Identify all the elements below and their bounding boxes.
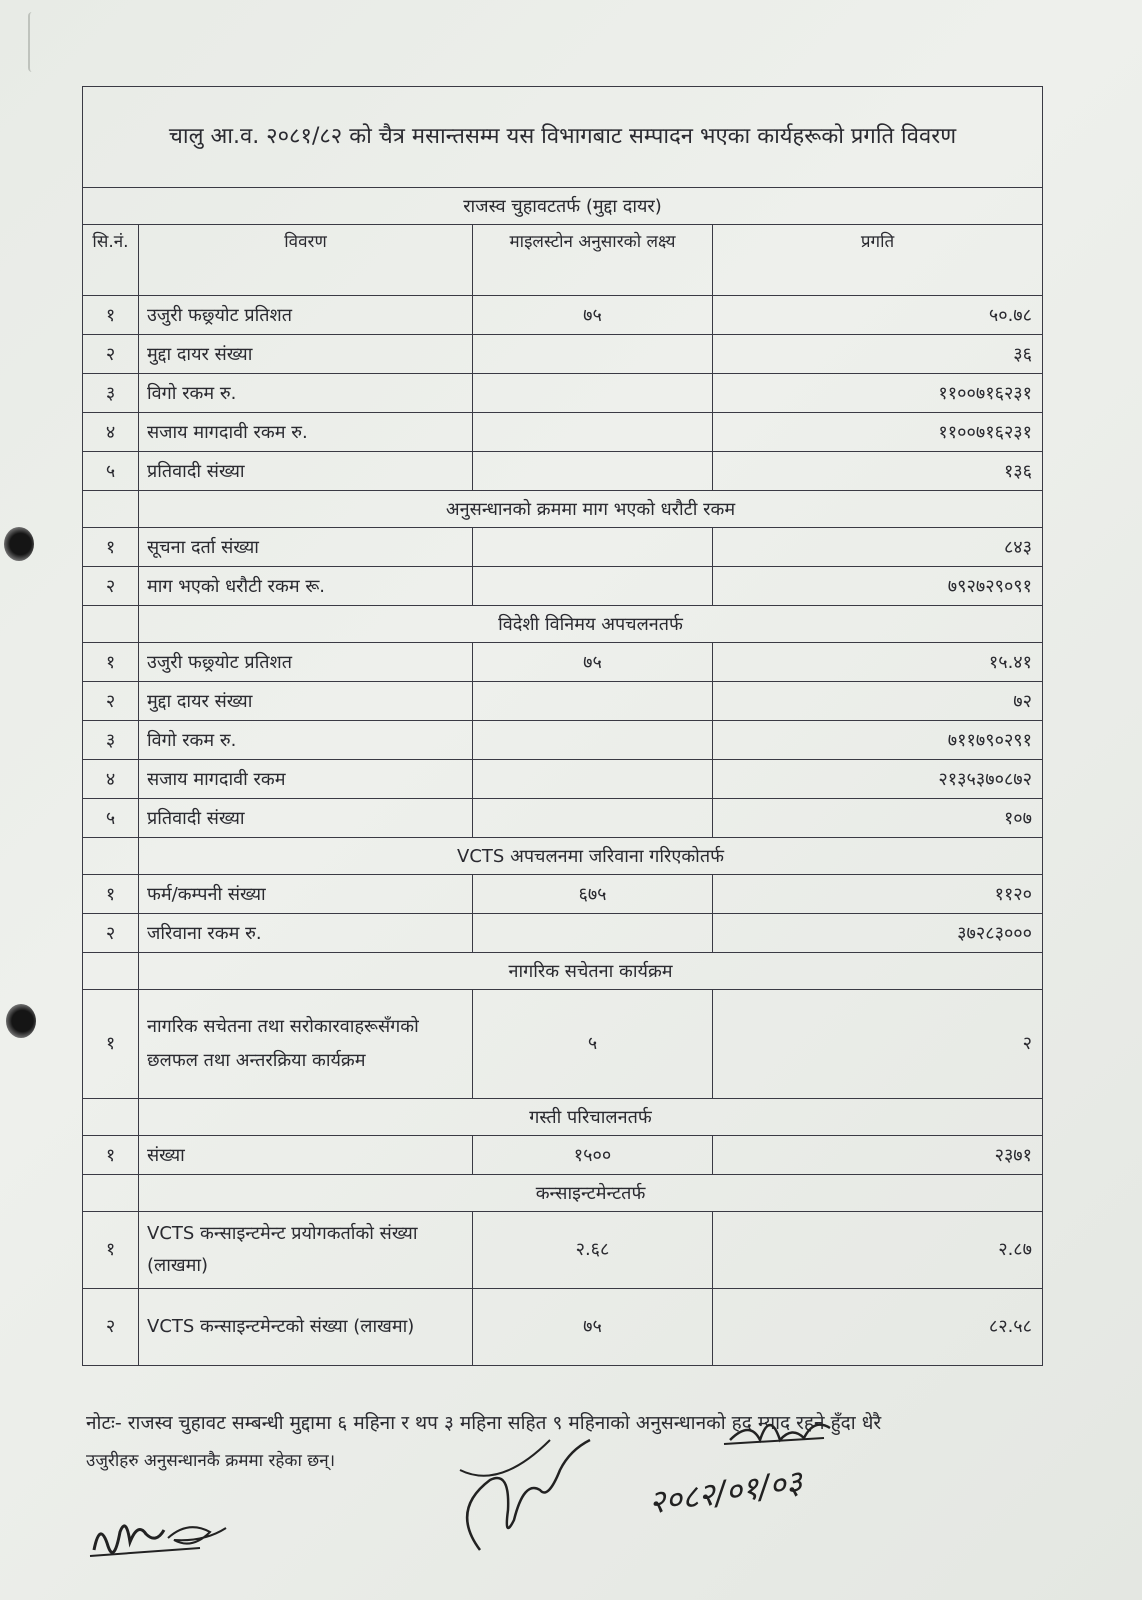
row-sn: ४ [83,413,139,452]
row-progress: ३७२८३००० [713,914,1043,953]
row-description: सूचना दर्ता संख्या [139,528,473,567]
section-blank-cell [83,838,139,875]
row-target [473,760,713,799]
row-progress: १३६ [713,452,1043,491]
row-sn: १ [83,875,139,914]
row-sn: ३ [83,374,139,413]
row-sn: २ [83,335,139,374]
row-description: जरिवाना रकम रु. [139,914,473,953]
row-progress: १५.४१ [713,643,1043,682]
header-description: विवरण [139,225,473,296]
table-row [83,1289,1043,1366]
row-sn: १ [83,1212,139,1289]
row-progress: २१३५३७०८७२ [713,760,1043,799]
table-row [83,452,1043,491]
table-row [83,567,1043,606]
row-description: फर्म/कम्पनी संख्या [139,875,473,914]
row-progress: १०७ [713,799,1043,838]
section-blank-cell [83,953,139,990]
row-target [473,914,713,953]
row-description: उजुरी फछ्र्योट प्रतिशत [139,643,473,682]
row-progress: २ [713,990,1043,1099]
row-sn: ५ [83,452,139,491]
section-heading-row [83,606,1043,643]
table-row [83,1212,1043,1289]
table-row [83,643,1043,682]
header-progress: प्रगति [713,225,1043,296]
table-row [83,335,1043,374]
row-target [473,721,713,760]
row-description: सजाय मागदावी रकम [139,760,473,799]
handwritten-date: २०८२/०१/०३ [646,1462,805,1522]
row-target: ७५ [473,643,713,682]
row-target [473,567,713,606]
row-target [473,413,713,452]
section-blank-cell [83,1099,139,1136]
table-row [83,682,1043,721]
row-target: ६७५ [473,875,713,914]
report-title: चालु आ.व. २०८१/८२ को चैत्र मसान्तसम्म यस विभागबाट सम्पादन भएका कार्यहरूको प्रगति विवरण [83,87,1043,188]
row-progress: ७११७९०२९१ [713,721,1043,760]
signature-1 [86,1500,266,1570]
row-sn: १ [83,990,139,1099]
row-description: मुद्दा दायर संख्या [139,335,473,374]
table-row [83,799,1043,838]
row-target: ७५ [473,1289,713,1366]
row-sn: ३ [83,721,139,760]
section-heading-row [83,188,1043,225]
row-target [473,374,713,413]
row-target: ७५ [473,296,713,335]
row-progress: २.८७ [713,1212,1043,1289]
section-heading-row [83,1099,1043,1136]
row-sn: १ [83,296,139,335]
row-target: २.६८ [473,1212,713,1289]
row-description: सजाय मागदावी रकम रु. [139,413,473,452]
row-description: माग भएको धरौटी रकम रू. [139,567,473,606]
row-description: प्रतिवादी संख्या [139,452,473,491]
row-progress: ७२ [713,682,1043,721]
row-target [473,452,713,491]
header-sn: सि.नं. [83,225,139,296]
section-heading: VCTS अपचलनमा जरिवाना गरिएकोतर्फ [139,838,1043,875]
row-description: विगो रकम रु. [139,721,473,760]
row-progress: ५०.७८ [713,296,1043,335]
footnote-line-1: नोटः- राजस्व चुहावट सम्बन्धी मुद्दामा ६ महिना र थप ३ महिना सहित ९ महिनाको अनुसन्धानको हद म्याद रहने हुँदा धेरै [86,1412,882,1434]
table-row [83,875,1043,914]
punch-hole [4,527,34,561]
column-header-row [83,225,1043,296]
signature-2 [440,1400,620,1560]
row-sn: २ [83,567,139,606]
section-heading: विदेशी विनिमय अपचलनतर्फ [139,606,1043,643]
row-description: विगो रकम रु. [139,374,473,413]
section-blank-cell [83,1175,139,1212]
initials-signature [720,1410,840,1460]
table-row [83,413,1043,452]
row-target [473,682,713,721]
row-target: ५ [473,990,713,1099]
row-progress: ८४३ [713,528,1043,567]
row-description: उजुरी फछ्र्योट प्रतिशत [139,296,473,335]
progress-table [82,86,1043,1366]
row-description: मुद्दा दायर संख्या [139,682,473,721]
table-row [83,914,1043,953]
row-target [473,799,713,838]
row-sn: १ [83,528,139,567]
row-progress: ११००७१६२३१ [713,374,1043,413]
section-heading: नागरिक सचेतना कार्यक्रम [139,953,1043,990]
row-description: नागरिक सचेतना तथा सरोकारवाहरूसँगको छलफल तथा अन्तरक्रिया कार्यक्रम [139,990,473,1099]
table-row [83,990,1043,1099]
row-sn: २ [83,682,139,721]
section-heading-row [83,1175,1043,1212]
row-description: प्रतिवादी संख्या [139,799,473,838]
row-description: संख्या [139,1136,473,1175]
punch-hole [6,1004,36,1038]
row-sn: १ [83,643,139,682]
section-blank-cell [83,491,139,528]
section-heading-row [83,953,1043,990]
table-row [83,528,1043,567]
section-heading: अनुसन्धानको क्रममा माग भएको धरौटी रकम [139,491,1043,528]
row-progress: ११००७१६२३१ [713,413,1043,452]
paper-edge-mark [28,12,36,72]
row-sn: ५ [83,799,139,838]
section-heading-row [83,838,1043,875]
row-progress: ११२० [713,875,1043,914]
row-sn: २ [83,1289,139,1366]
row-sn: २ [83,914,139,953]
progress-report-sheet [82,86,1052,1366]
table-row [83,1136,1043,1175]
row-sn: ४ [83,760,139,799]
row-description: VCTS कन्साइन्टमेन्ट प्रयोगकर्ताको संख्या (लाखमा) [139,1212,473,1289]
table-row [83,760,1043,799]
footnote-line-2: उजुरीहरु अनुसन्धानकै क्रममा रहेका छन्। [86,1451,336,1471]
row-progress: २३७१ [713,1136,1043,1175]
header-target: माइलस्टोन अनुसारको लक्ष्य [473,225,713,296]
table-row [83,721,1043,760]
row-target: १५०० [473,1136,713,1175]
row-progress: ७९२७२९०९१ [713,567,1043,606]
row-sn: १ [83,1136,139,1175]
section-heading: कन्साइन्टमेन्टतर्फ [139,1175,1043,1212]
row-progress: ८२.५८ [713,1289,1043,1366]
row-description: VCTS कन्साइन्टमेन्टको संख्या (लाखमा) [139,1289,473,1366]
row-target [473,335,713,374]
section-heading: गस्ती परिचालनतर्फ [139,1099,1043,1136]
row-target [473,528,713,567]
table-row [83,374,1043,413]
section-heading-row [83,491,1043,528]
table-row [83,296,1043,335]
section-heading: राजस्व चुहावटतर्फ (मुद्दा दायर) [83,188,1043,225]
row-progress: ३६ [713,335,1043,374]
section-blank-cell [83,606,139,643]
